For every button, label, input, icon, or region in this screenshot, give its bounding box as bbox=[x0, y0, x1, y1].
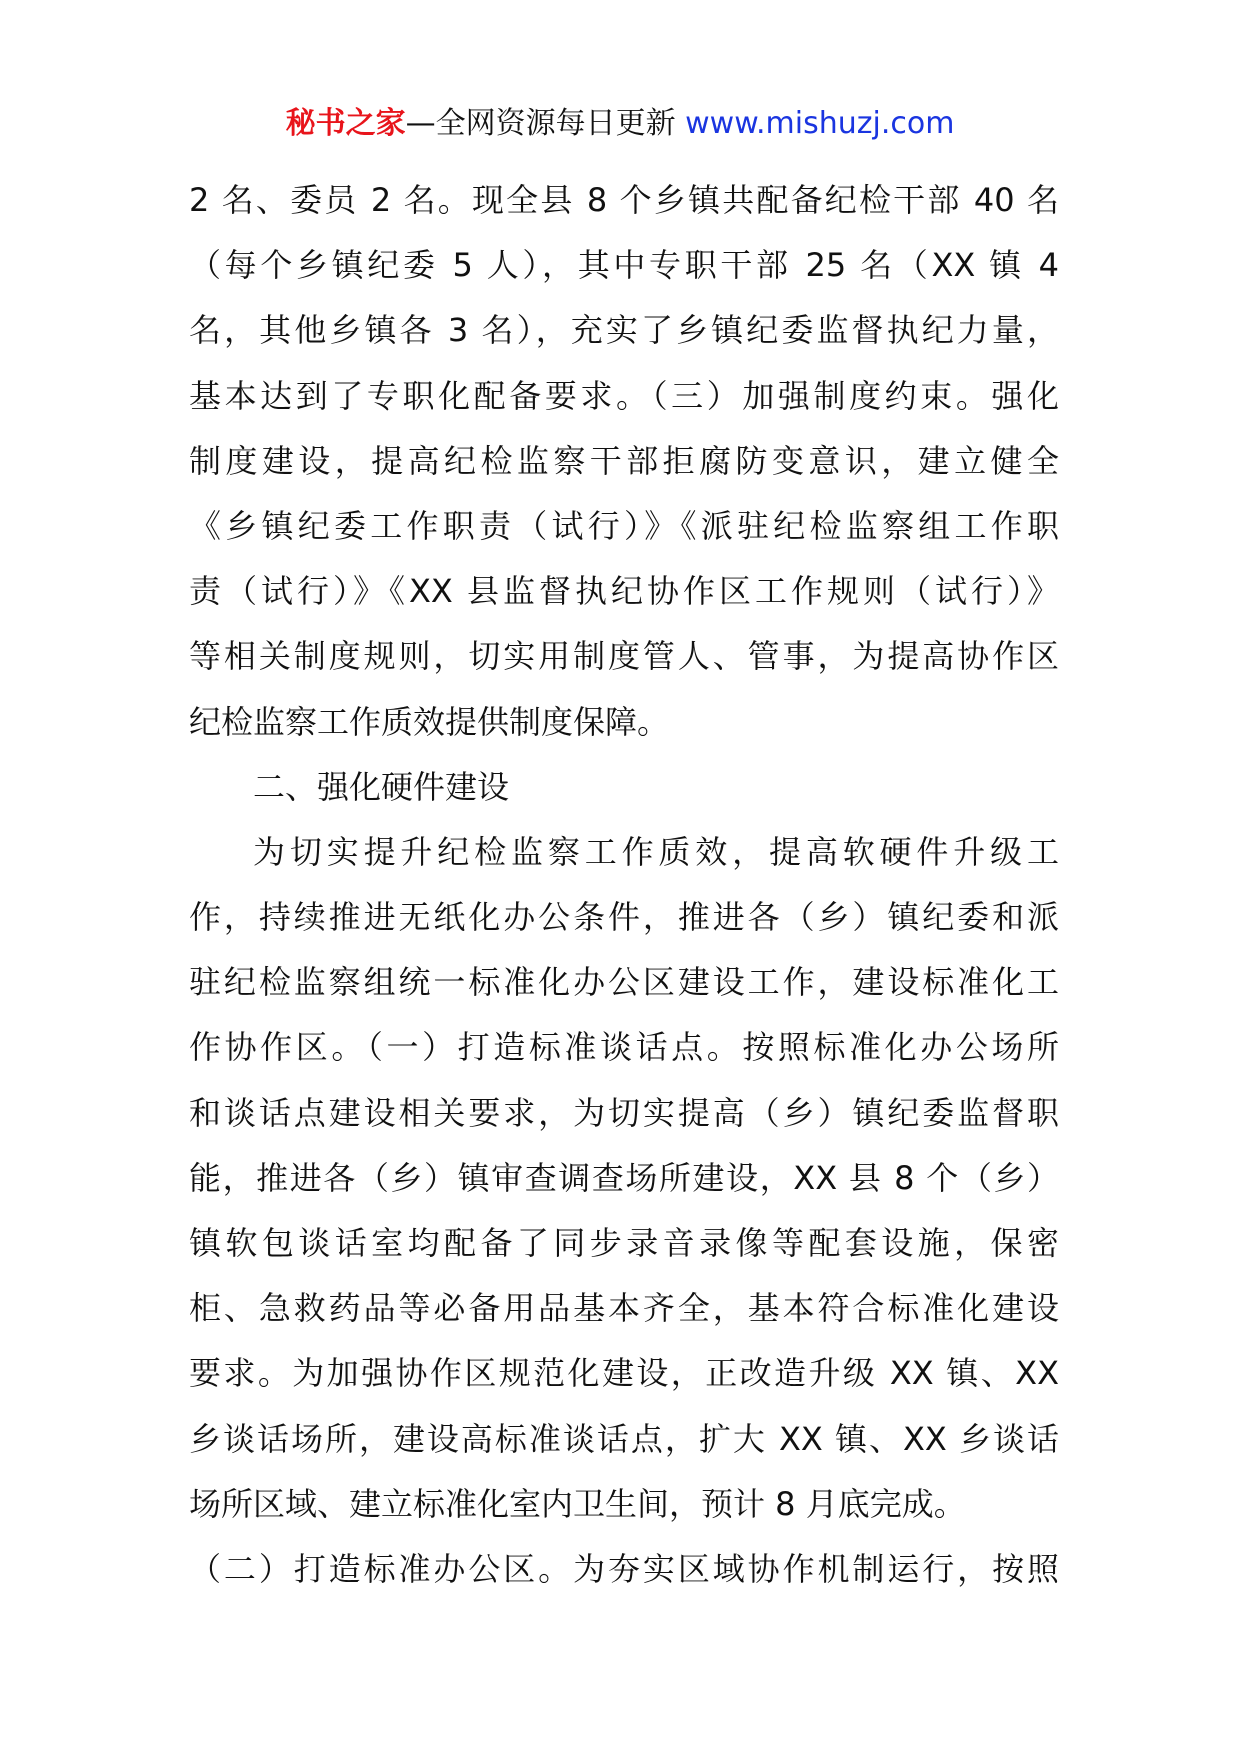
text-line: 作协作区。（一）打造标准谈话点。按照标准化办公场所 bbox=[189, 1028, 1059, 1067]
text-line: 等相关制度规则，切实用制度管人、管事，为提高协作区 bbox=[189, 637, 1059, 676]
text-line: 柜、急救药品等必备用品基本齐全，基本符合标准化建设 bbox=[189, 1289, 1059, 1328]
text-line: （每个乡镇纪委 5 人），其中专职干部 25 名（XX 镇 4 bbox=[189, 246, 1059, 285]
site-slogan: —全网资源每日更新 bbox=[405, 106, 676, 141]
text-line: 基本达到了专职化配备要求。（三）加强制度约束。强化 bbox=[189, 376, 1059, 415]
text-line: 名，其他乡镇各 3 名），充实了乡镇纪委监督执纪力量， bbox=[189, 311, 1059, 350]
text-line: 制度建设，提高纪检监察干部拒腐防变意识，建立健全 bbox=[189, 441, 1059, 480]
text-line: 场所区域、建立标准化室内卫生间，预计 8 月底完成。 bbox=[189, 1484, 966, 1523]
text-line: （二）打造标准办公区。为夯实区域协作机制运行，按照 bbox=[189, 1549, 1059, 1588]
text-line: 2 名、委员 2 名。现全县 8 个乡镇共配备纪检干部 40 名 bbox=[189, 181, 1059, 219]
text-line: 镇软包谈话室均配备了同步录音录像等配套设施，保密 bbox=[189, 1224, 1059, 1262]
text-line: 《乡镇纪委工作职责（试行）》《派驻纪检监察组工作职 bbox=[189, 506, 1059, 545]
text-line: 责（试行）》《XX 县监督执纪协作区工作规则（试行）》 bbox=[189, 572, 1059, 611]
text-line: 纪检监察工作质效提供制度保障。 bbox=[189, 702, 670, 741]
page-header bbox=[0, 104, 1240, 144]
text-line: 和谈话点建设相关要求，为切实提高（乡）镇纪委监督职 bbox=[189, 1093, 1059, 1132]
text-line: 驻纪检监察组统一标准化办公区建设工作，建设标准化工 bbox=[189, 963, 1059, 1002]
section-heading: 二、强化硬件建设 bbox=[253, 767, 510, 806]
site-brand: 秘书之家 bbox=[285, 106, 406, 141]
text-line: 为切实提升纪检监察工作质效，提高软硬件升级工 bbox=[253, 832, 1059, 871]
text-line: 乡谈话场所，建设高标准谈话点，扩大 XX 镇、XX 乡谈话 bbox=[189, 1419, 1059, 1458]
text-line: 能，推进各（乡）镇审查调查场所建设，XX 县 8 个（乡） bbox=[189, 1158, 1059, 1197]
site-url-link[interactable]: www.mishuzj.com bbox=[685, 106, 955, 141]
document-body bbox=[189, 168, 1059, 1602]
text-line: 作，持续推进无纸化办公条件，推进各（乡）镇纪委和派 bbox=[189, 898, 1059, 937]
text-line: 要求。为加强协作区规范化建设，正改造升级 XX 镇、XX bbox=[189, 1354, 1059, 1393]
